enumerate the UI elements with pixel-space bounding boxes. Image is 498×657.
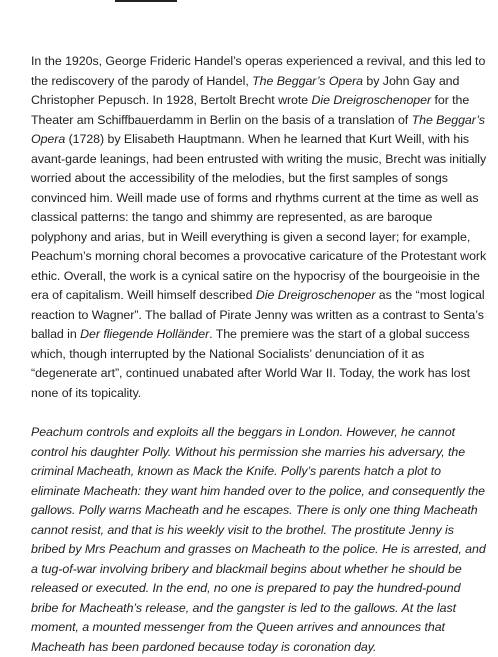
- work-title: The Beggar’s Opera: [31, 112, 485, 146]
- intro-text: as the “most logical reaction to Wagner”. The ballad of Pirate Jenny was written as a contrast to Senta’s ballad in: [31, 288, 485, 341]
- intro-text: In the 1920s, George Frideric Handel’s operas experienced a revival, and this led to the rediscovery of the parody of Handel,: [31, 54, 486, 88]
- work-title: Der fliegende Holländer: [80, 327, 210, 341]
- article-body: [31, 52, 488, 657]
- work-title: Die Dreigroschenoper: [311, 93, 432, 107]
- work-title: Die Dreigroschenoper: [255, 288, 376, 302]
- intro-text: for the Theater am Schiffbauerdamm in Berlin on the basis of a translation of: [31, 93, 470, 127]
- intro-text: (1728) by Elisabeth Hauptmann. When he learned that Kurt Weill, with his avant-garde leanings, had been entrusted with writing the music, Brecht was initially worried about the accessibility of the melodies, but the first samples of songs convinced him. Weill made use of forms and rhythms current at the time as well as classical patterns: the tango and shimmy are represented, as are baroque polyphony and arias, but in Weill everything is given a second layer; for example, Peachum’s morning choral becomes a provocative caricature of the Protestant work ethic. Overall, the work is a cynical satire on the hypocrisy of the bourgeoisie in the era of capitalism. Weill himself described: [31, 132, 487, 302]
- intro-text: . The premiere was the start of a global success which, though interrupted by the National Socialists’ denunciation of it as “degenerate art”, continued unabated after World War II. Today, the work has lost none of its topicality.: [31, 327, 471, 400]
- top-rule: [115, 0, 177, 2]
- intro-paragraph: [31, 52, 488, 403]
- synopsis-paragraph: Peachum controls and exploits all the beggars in London. However, he cannot control his daughter Polly. Without his permission she marries his adversary, the criminal Macheath, known as Mack the Knife. Polly’s parents hatch a plot to eliminate Macheath: they want him handed over to the police, and consequently the gallows. Polly warns Macheath and he escapes. There is only one thing Macheath cannot resist, and that is his weekly visit to the brothel. The prostitute Jenny is bribed by Mrs Peachum and grasses on Macheath to the police. He is arrested, and a tug-of-war involving bribery and blackmail begins about whether he should be released or executed. In the end, no one is prepared to pay the hundred-pound bribe for Macheath’s release, and the gangster is led to the gallows. At the last moment, a mounted messenger from the Queen arrives and announces that Macheath has been pardoned because today is coronation day.: [31, 425, 486, 654]
- intro-text: by John Gay and Christopher Pepusch. In 1928, Bertolt Brecht wrote: [31, 73, 460, 107]
- work-title: The Beggar’s Opera: [252, 73, 364, 88]
